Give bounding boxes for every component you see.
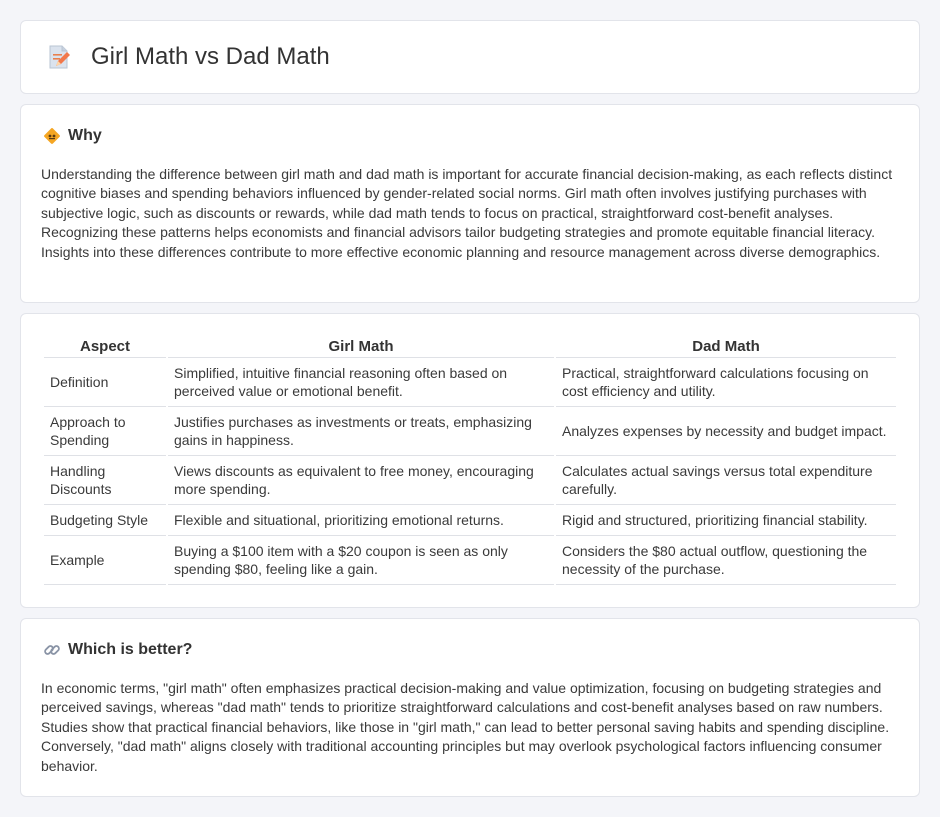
column-header-dad-math: Dad Math bbox=[556, 334, 896, 358]
table-row bbox=[44, 358, 896, 407]
column-header-aspect: Aspect bbox=[44, 334, 166, 358]
girl-math-cell: Flexible and situational, prioritizing emotional returns. bbox=[168, 505, 554, 536]
dad-math-cell: Analyzes expenses by necessity and budget impact. bbox=[556, 407, 896, 456]
dad-math-cell: Considers the $80 actual outflow, questioning the necessity of the purchase. bbox=[556, 536, 896, 585]
better-text: In economic terms, "girl math" often emphasizes practical decision-making and value optimization, focusing on budgeting strategies and perceived savings, whereas "dad math" tends to prioritize straightforward calculations and cost-benefit analyses based on raw numbers. Studies show that practical financial behaviors, like those in "girl math," can lead to better personal saving habits and spending discipline. Conversely, "dad math" aligns closely with traditional accounting principles but may overlook psychological factors influencing consumer behavior. bbox=[41, 680, 890, 774]
why-text: Understanding the difference between girl math and dad math is important for accurate financial decision-making, as each reflects distinct cognitive biases and spending behaviors influenced by gender-related social norms. Girl math often involves justifying purchases with subjective logic, such as discounts or rewards, while dad math tends to focus on practical, straightforward cost-benefit analyses. Recognizing these patterns helps economists and financial advisors tailor budgeting strategies and promote equitable financial literacy. Insights into these differences contribute to more effective economic planning and resource management across diverse demographics. bbox=[41, 166, 893, 260]
aspect-cell: Approach to Spending bbox=[44, 407, 166, 456]
table-row bbox=[44, 536, 896, 585]
page-header bbox=[47, 43, 330, 71]
column-header-girl-math: Girl Math bbox=[168, 334, 554, 358]
why-title: Why bbox=[68, 127, 102, 144]
table-row bbox=[44, 505, 896, 536]
girl-math-cell: Simplified, intuitive financial reasoning often based on perceived value or emotional benefit. bbox=[168, 358, 554, 407]
comparison-table bbox=[42, 334, 898, 585]
aspect-cell: Budgeting Style bbox=[44, 505, 166, 536]
girl-math-cell: Justifies purchases as investments or treats, emphasizing gains in happiness. bbox=[168, 407, 554, 456]
aspect-cell: Definition bbox=[44, 358, 166, 407]
dad-math-cell: Rigid and structured, prioritizing financial stability. bbox=[556, 505, 896, 536]
which-is-better-section bbox=[20, 618, 920, 797]
comparison-table-card bbox=[20, 313, 920, 608]
diamond-sign-icon bbox=[43, 127, 61, 145]
dad-math-cell: Practical, straightforward calculations focusing on cost efficiency and utility. bbox=[556, 358, 896, 407]
why-section bbox=[20, 104, 920, 303]
header-card bbox=[20, 20, 920, 94]
aspect-cell: Handling Discounts bbox=[44, 456, 166, 505]
table-header-row bbox=[44, 334, 896, 358]
aspect-cell: Example bbox=[44, 536, 166, 585]
better-heading bbox=[43, 641, 192, 659]
why-heading bbox=[43, 127, 102, 145]
document-pencil-icon bbox=[47, 44, 71, 70]
table-row bbox=[44, 456, 896, 505]
girl-math-cell: Views discounts as equivalent to free money, encouraging more spending. bbox=[168, 456, 554, 505]
link-icon bbox=[43, 641, 61, 659]
dad-math-cell: Calculates actual savings versus total expenditure carefully. bbox=[556, 456, 896, 505]
better-title: Which is better? bbox=[68, 641, 193, 658]
girl-math-cell: Buying a $100 item with a $20 coupon is seen as only spending $80, feeling like a gain. bbox=[168, 536, 554, 585]
page-title: Girl Math vs Dad Math bbox=[91, 43, 330, 70]
table-row bbox=[44, 407, 896, 456]
